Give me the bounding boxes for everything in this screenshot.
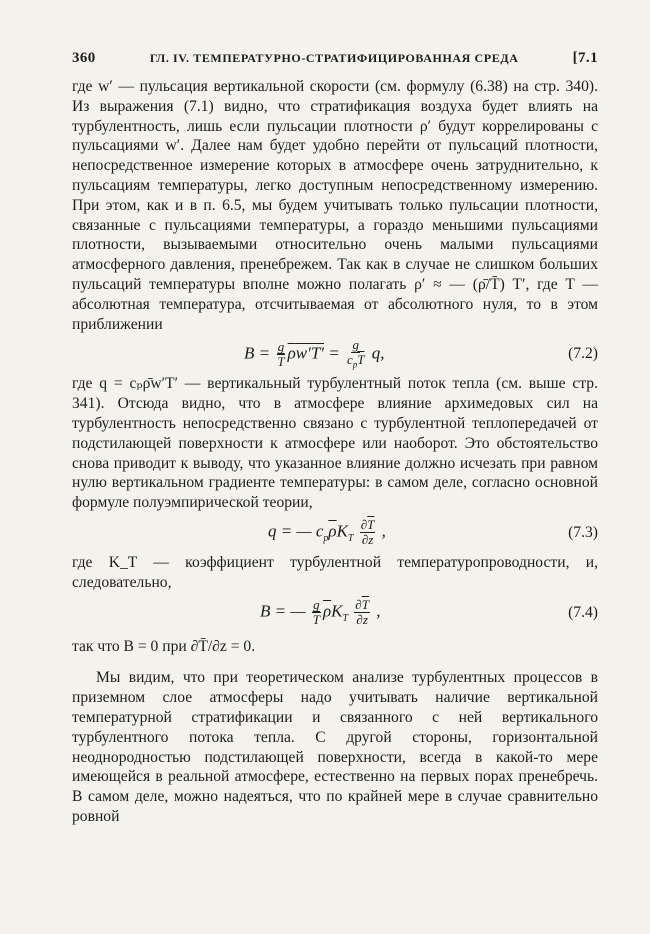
paragraph-3: где K_T — коэффициент турбулентной температуропроводности, и, следовательно, (72, 553, 598, 591)
equation-label: (7.2) (568, 345, 598, 363)
equation-7-4 (72, 593, 598, 633)
equation-7-2 (72, 334, 598, 374)
equation-7-4-formula: B = — $\frac{g}{T}$ $\overline{\rho}K_T$ $\frac{\partial\overline{T}}{\partial z}$ , (260, 597, 381, 628)
equation-7-2-formula: B = $\frac{g}{T}$ $\overline{\rho}w'T'$ = $\frac{g}{c_p\overline{T}}$ q, (244, 336, 385, 370)
equation-label: (7.3) (568, 523, 598, 541)
equation-7-3-formula: q = — $c_p\overline{\rho}K_T$ $\frac{\partial\overline{T}}{\partial z}$ , (268, 517, 386, 548)
equation-7-3 (72, 513, 598, 553)
running-title: ГЛ. IV. ТЕМПЕРАТУРНО-СТРАТИФИЦИРОВАННАЯ СРЕДА (149, 51, 519, 65)
section-number: [7.1 (572, 50, 598, 66)
page-number: 360 (72, 50, 96, 66)
paragraph-5: Мы видим, что при теоретическом анализе турбулентных процессов в приземном слое атмосферы надо учитывать наличие вертикальной температурной стратификации и связанного с ней вертикального турбулентного потока тепла. С другой стороны, горизонтальной неоднородностью подстилающей поверхности, всегда в какой-то мере имеющейся в реальной атмосфере, естественно на первых порах пренебречь. В самом деле, можно надеяться, что по крайней мере в случае сравнительно ровной (72, 669, 598, 825)
page (72, 50, 598, 827)
equation-label: (7.4) (568, 603, 598, 621)
paragraph-4: так что B = 0 при ∂T̄/∂z = 0. (72, 637, 256, 655)
paragraph-1: где w′ — пульсация вертикальной скорости (см. формулу (6.38) на стр. 340). Из выражения (7.1) видно, что стратификация воздуха будет влиять на турбулентность, лишь если пульсации плотности ρ′ будут коррелированы с пульсациями w′. Далее нам будет удобно перейти от пульсаций плотности, непосредственное измерение которых в атмосфере очень затруднительно, к пульсациям температуры, легко доступным непосредственному измерению. При этом, как и в п. 6.5, мы будем учитывать только пульсации плотности, связанные с пульсациями температуры, а гораздо меньшими пульсациями плотности, вызываемыми относительно очень малыми пульсациями атмосферного давления, пренебрежем. Так как в случае не слишком больших пульсаций температуры вполне можно полагать ρ′ ≈ — (ρ̄/T̄) T′, где T — абсолютная температура, отсчитываемая от абсолютного нуля, то в этом приближении (72, 78, 598, 333)
paragraph-2: где q = cₚρ̄w′T′ — вертикальный турбулентный поток тепла (см. выше стр. 341). Отсюда видно, что в атмосфере влияние архимедовых сил на турбулентность непосредственно связано с турбулентной теплопередачей от подстилающей поверхности к атмосфере или наоборот. Это обстоятельство снова приводит к выводу, что указанное влияние должно исчезать при равном нулю вертикальном градиенте температуры: в самом деле, согласно основной формуле полуэмпирической теории, (72, 375, 598, 512)
running-header (72, 50, 598, 67)
